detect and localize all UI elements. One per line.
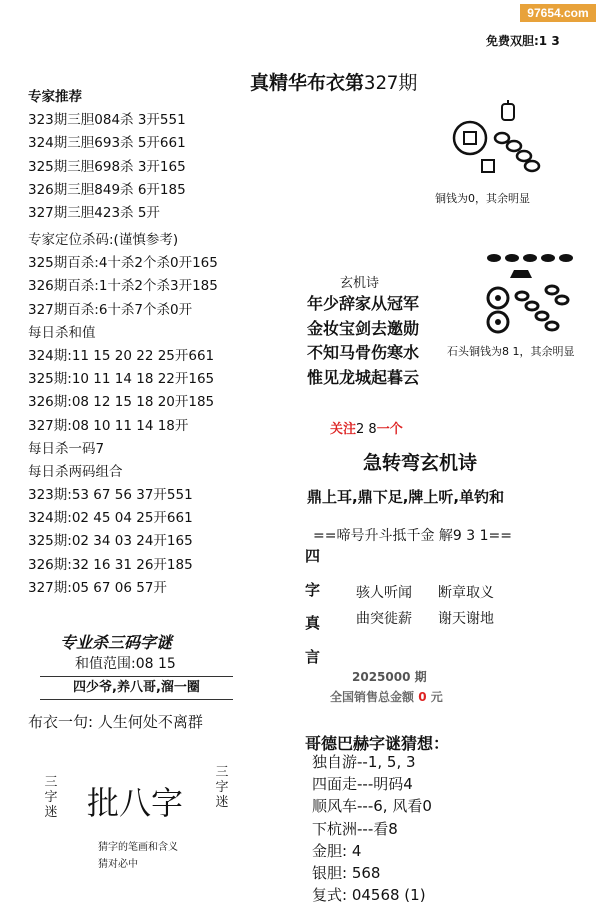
side-label-left: 三字迷 [44, 775, 58, 820]
clue-line: 鼎上耳,鼎下足,牌上听,单钓和 [307, 488, 505, 506]
poem-line: 不知马骨伤寒水 [307, 343, 420, 362]
side-label-right: 三字迷 [215, 765, 229, 810]
sum-range: 和值范围:08 15 [75, 656, 176, 672]
decode-line: ==啼号升斗抵千金 解9 3 1== [313, 528, 512, 544]
sales-text: 全国销售总金额 [330, 690, 415, 704]
four-char-label: 字 [305, 581, 321, 599]
idiom: 谢天谢地 [438, 611, 494, 627]
list-item: 326期:08 12 15 18 20开185 [28, 394, 215, 411]
list-item: 327期三胆423杀 5开 [28, 204, 160, 221]
sales-unit: 元 [430, 690, 443, 704]
page-title [250, 68, 417, 95]
big-riddle-text: 批八字 [87, 784, 184, 822]
experts-heading: 专家推荐 [28, 89, 82, 105]
buyi-sentence: 布衣一句: 人生何处不离群 [28, 713, 203, 731]
list-item: 325期:10 11 14 18 22开165 [28, 371, 215, 388]
list-item: 金胆: 4 [312, 841, 362, 860]
stones-coins-figure [482, 250, 577, 335]
chain-icon [495, 133, 539, 171]
list-item: 325期:02 34 03 24开165 [28, 533, 193, 550]
list-item: 独自游--1, 5, 3 [312, 753, 416, 771]
list-item: 325期百杀:4十杀2个杀0开165 [28, 255, 218, 272]
free-pick-label: 免费双胆:1 3 [486, 34, 560, 48]
list-item: 326期三胆849杀 6开185 [28, 181, 186, 198]
list-item: 下杭洲---看8 [312, 819, 398, 838]
poem-line: 惟见龙城起暮云 [307, 367, 420, 387]
title-text: 真精华布衣第 [250, 72, 365, 94]
coins-riddle-figure [440, 100, 545, 180]
coin-icon [488, 312, 508, 332]
follow-prefix: 关注 [330, 422, 357, 437]
kill-two-heading: 每日杀两码组合 [28, 463, 123, 480]
list-item: 327期百杀:6十杀7个杀0开 [28, 301, 193, 318]
lantern-icon [502, 100, 514, 120]
hat-icon [510, 270, 532, 278]
bead-string-icon [487, 254, 573, 262]
idiom: 骇人听闻 [356, 585, 412, 601]
poem-line: 年少辞家从冠军 [307, 294, 420, 313]
poem-title: 玄机诗 [340, 276, 380, 291]
list-item: 326期百杀:1十杀2个杀3开185 [28, 278, 218, 295]
coin-icon [488, 288, 508, 308]
follow-suffix: 一个 [376, 422, 403, 437]
idiom: 断章取义 [438, 585, 494, 601]
poem-line: 金妆宝剑去邀勋 [307, 318, 420, 338]
sales-total [330, 688, 443, 705]
poem-lines [307, 292, 419, 390]
sales-zero: 0 [418, 690, 427, 704]
list-item: 324期三胆693杀 5开661 [28, 135, 186, 152]
chain-icon [516, 286, 568, 330]
list-item: 326期:32 16 31 26开185 [28, 556, 193, 573]
list-item: 325期三胆698杀 3开165 [28, 158, 186, 175]
list-item: 四面走---明码4 [312, 775, 413, 794]
figure1-caption: 铜钱为0，其余明显 [435, 192, 530, 205]
positional-kills [28, 229, 218, 600]
list-item: 327期:05 67 06 57开 [28, 579, 167, 596]
daily-sum-heading: 每日杀和值 [28, 324, 96, 341]
cup-icon [482, 160, 494, 172]
expert-picks [28, 86, 186, 225]
goldbach-list [312, 751, 432, 906]
list-item: 顺风车---6, 风看0 [312, 797, 432, 816]
riddle-hint: 猜字的笔画和含义 [98, 842, 178, 853]
positional-heading: 专家定位杀码:(谨慎参考) [28, 232, 179, 248]
follow-nums: 2 8 [356, 422, 377, 437]
issue-number: 2025000 期 [352, 670, 427, 684]
site-watermark: 97654.com [520, 4, 596, 22]
list-item: 324期:11 15 20 22 25开661 [28, 347, 215, 364]
four-char-label: 四 [305, 547, 321, 565]
figure2-caption: 石头铜钱为8 1，其余明显 [447, 345, 575, 358]
list-item: 银胆: 568 [312, 864, 381, 883]
list-item: 327期:08 10 11 14 18开 [28, 417, 189, 434]
coin-icon [454, 122, 486, 154]
list-item: 复式: 04568 (1) [312, 886, 426, 905]
kill-one: 每日杀一码7 [28, 440, 105, 457]
four-char-label: 真 [305, 614, 321, 632]
riddle-hint: 猜对必中 [98, 859, 138, 870]
title-issue: 327期 [364, 72, 418, 94]
list-item: 323期三胆084杀 3开551 [28, 112, 186, 129]
riddle-title: 专业杀三码字谜 [60, 633, 173, 652]
follow-hint [330, 418, 403, 437]
people-clue: 四少爷,养八哥,溜一圈 [40, 676, 233, 700]
goldbach-title: 哥德巴赫字谜猜想： [305, 734, 450, 753]
list-item: 323期:53 67 56 37开551 [28, 487, 193, 504]
list-item: 324期:02 45 04 25开661 [28, 510, 193, 527]
four-char-label: 言 [305, 648, 321, 666]
idiom: 曲突徙薪 [356, 611, 412, 627]
turn-poem-title: 急转弯玄机诗 [363, 452, 478, 474]
